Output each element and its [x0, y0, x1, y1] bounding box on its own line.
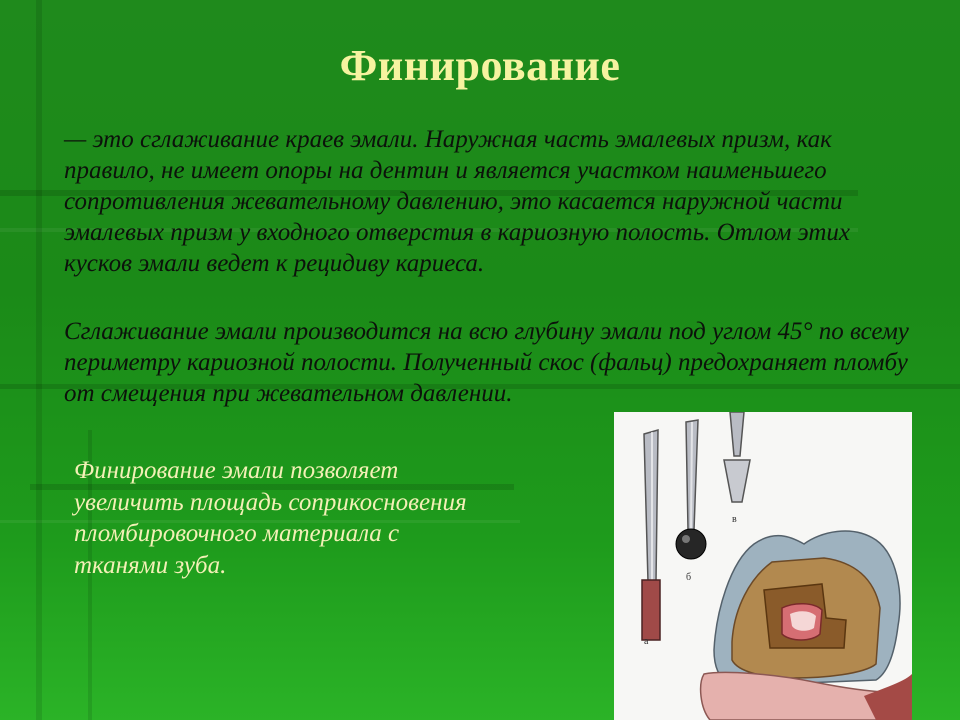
- dental-instruments-illustration: [614, 412, 912, 720]
- technique-paragraph: Сглаживание эмали производится на всю глубину эмали под углом 45° по всему периметру кариозной полости. Полученный скос (фальц) предохраняет пломбу от смещения при жевательном давлении.: [64, 318, 909, 407]
- label-a: а: [644, 636, 649, 647]
- bur-c-icon: [724, 412, 750, 502]
- bg-vertical-line: [36, 0, 42, 720]
- benefit-paragraph: Финирование эмали позволяет увеличить площадь соприкосновения пломбировочного материала с тканями зуба.: [74, 457, 467, 579]
- definition-paragraph: — это сглаживание краев эмали. Наружная часть эмалевых призм, как правило, не имеет опоры на дентин и является участком наименьшего сопротивления жевательному давлению, это касается наружной части эмалевых призм у входного отверстия в кариозную полость. Отлом этих кусков эмали ведет к рецидиву кариеса.: [64, 126, 851, 277]
- slide-title: Финирование: [339, 41, 621, 90]
- tooth-and-burs-drawing: [614, 412, 912, 720]
- label-c: в: [732, 514, 737, 525]
- label-b: б: [686, 572, 692, 583]
- bur-a-icon: [642, 430, 660, 640]
- bur-b-icon: [676, 420, 706, 559]
- tooth-cross-section-icon: [701, 531, 912, 720]
